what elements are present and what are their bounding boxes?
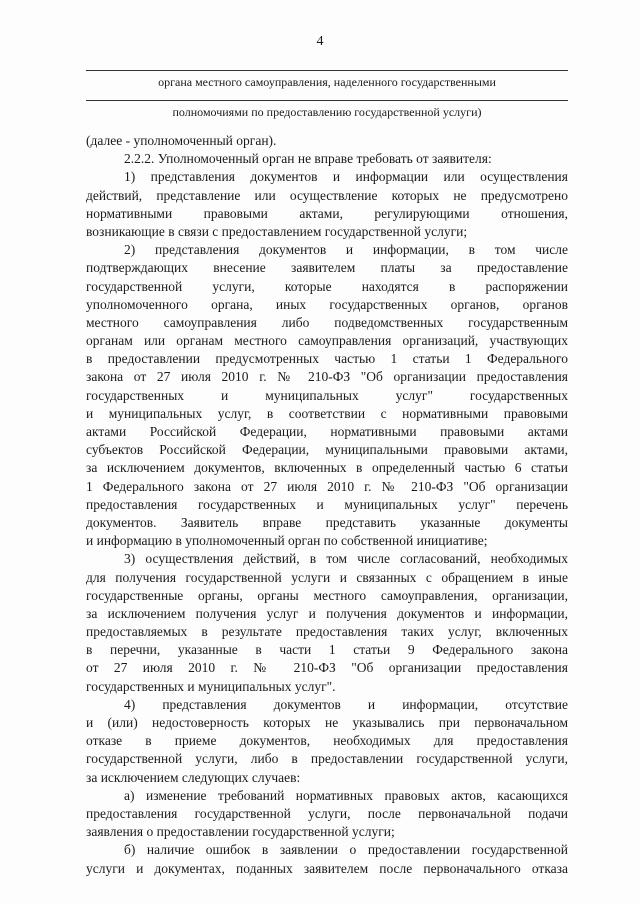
- text-line: государственных и муниципальных услуг".: [86, 678, 336, 694]
- text-line: органам или органам местного самоуправления организаций, участвующих: [86, 333, 568, 349]
- text-line: нормативными правовыми актами, регулирующими отношения,: [86, 205, 568, 221]
- text-line: субъектов Российской Федерации, муниципальными правовыми актами,: [86, 442, 568, 458]
- text-line: за исключением следующих случаев:: [86, 769, 301, 785]
- text-line: и (или) недостоверность которых не указывались при первоначальном: [86, 715, 568, 730]
- text-line: а) изменение требований нормативных правовых актов, касающихся: [124, 787, 568, 803]
- text-line: уполномоченного органа, иных государственных органов, органов: [86, 296, 568, 312]
- text-line: документов. Заявитель вправе представить указанные документы: [86, 514, 568, 530]
- document-body: [86, 132, 568, 878]
- text-line: предоставления государственной услуги, после первоначальной подачи: [86, 805, 568, 821]
- text-line: предоставления государственных и муниципальных услуг" перечень: [86, 496, 568, 512]
- text-line: 2.2.2. Уполномоченный орган не вправе требовать от заявителя:: [124, 151, 492, 167]
- text-line: от 27 июля 2010 г. № 210-ФЗ "Об организации предоставления: [86, 660, 568, 676]
- text-line: услуги и документах, поданных заявителем после первоначального отказа: [86, 860, 568, 876]
- text-line: государственной услуги, либо в предоставлении государственной услуги,: [86, 751, 568, 767]
- header-rule-bottom: [86, 100, 568, 101]
- text-line: б) наличие ошибок в заявлении о предоставлении государственной: [124, 842, 568, 858]
- page-number: 4: [316, 34, 324, 49]
- header-rule-top: [86, 70, 568, 71]
- text-line: за исключением получения услуг и получения документов и информации,: [86, 605, 568, 621]
- text-line: и муниципальных услуг, в соответствии с нормативными правовыми: [86, 405, 568, 421]
- text-line: 1 Федерального закона от 27 июля 2010 г. № 210-ФЗ "Об организации: [86, 478, 568, 494]
- text-line: подтверждающих внесение заявителем платы за предоставление: [86, 260, 568, 276]
- text-line: в перечни, указанные в части 1 статьи 9 Федерального закона: [86, 642, 568, 658]
- text-line: 2) представления документов и информации, в том числе: [124, 242, 568, 258]
- text-line: для получения государственной услуги и связанных с обращением в иные: [86, 569, 568, 585]
- text-line: 1) представления документов и информации или осуществления: [124, 169, 568, 185]
- text-line: заявления о предоставлении государственной услуги;: [86, 824, 395, 840]
- text-line: возникающие в связи с предоставлением государственной услуги;: [86, 223, 468, 239]
- text-line: закона от 27 июля 2010 г. № 210-ФЗ "Об организации предоставления: [86, 369, 568, 385]
- text-line: государственных и муниципальных услуг" государственных: [86, 387, 568, 403]
- header-line-2: полномочиями по предоставлению государственной услуги): [172, 105, 482, 119]
- text-line: и информацию в уполномоченный орган по собственной инициативе;: [86, 533, 488, 549]
- text-line: предоставляемых в результате предоставления таких услуг, включенных: [86, 624, 568, 640]
- text-line: в предоставлении предусмотренных частью 1 статьи 1 Федерального: [86, 351, 568, 367]
- text-line: отказе в приеме документов, необходимых для предоставления: [86, 733, 568, 749]
- text-line: государственной услуги, которые находятся в распоряжении: [86, 278, 568, 294]
- text-line: (далее - уполномоченный орган).: [86, 133, 277, 148]
- text-line: государственные органы, органы местного самоуправления, организации,: [86, 587, 568, 603]
- header-line-1: органа местного самоуправления, наделенного государственными: [158, 75, 496, 89]
- text-line: 4) представления документов и информации, отсутствие: [124, 696, 568, 712]
- text-line: 3) осуществления действий, в том числе согласований, необходимых: [124, 551, 568, 567]
- text-line: актами Российской Федерации, нормативными правовыми актами: [86, 424, 568, 439]
- text-line: местного самоуправления либо подведомственных государственным: [86, 314, 568, 330]
- text-line: действий, представление или осуществление которых не предусмотрено: [86, 187, 568, 203]
- text-line: за исключением документов, включенных в определенный частью 6 статьи: [86, 460, 568, 476]
